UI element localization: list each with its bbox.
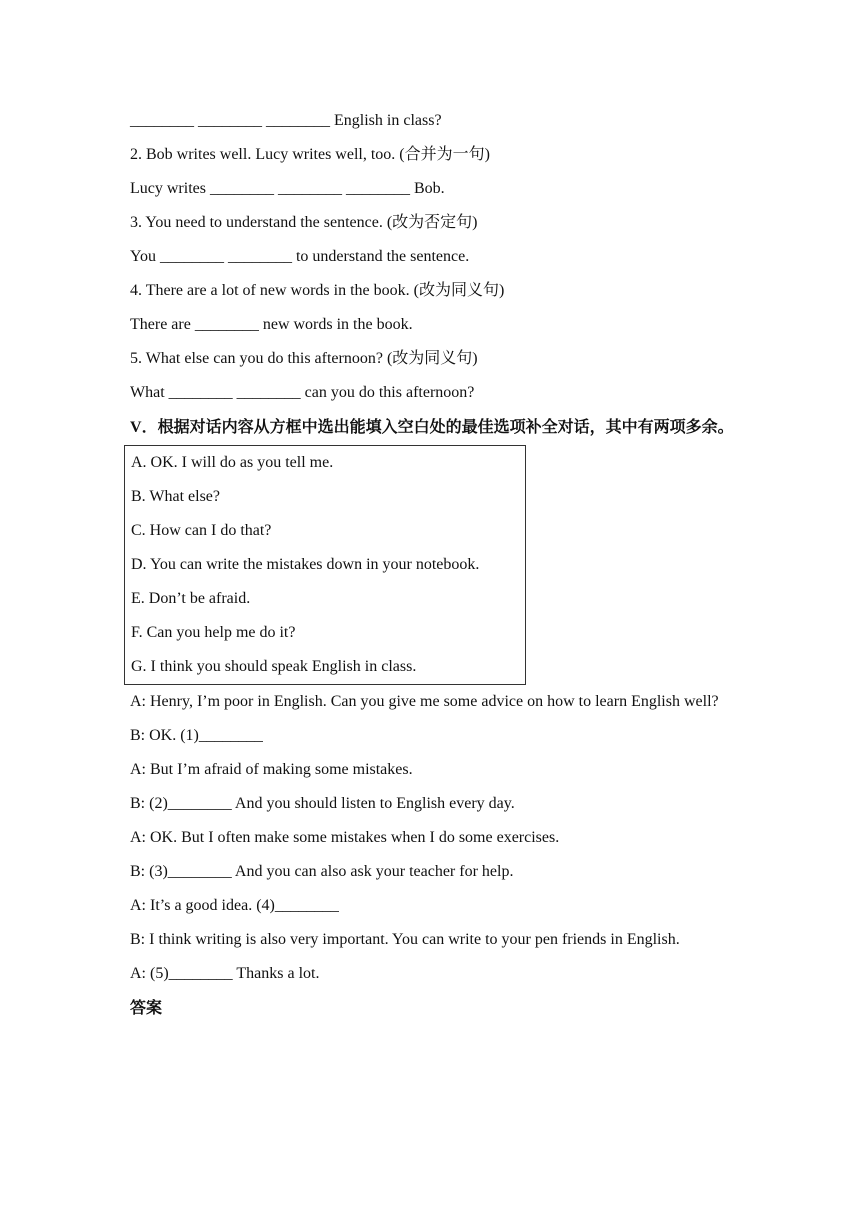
question-5: 5. What else can you do this afternoon? (改为同义句)	[130, 350, 478, 367]
option-c: C. How can I do that?	[131, 522, 272, 539]
dialogue-line-2: B: OK. (1)________	[130, 727, 263, 744]
section-5-numeral: V	[130, 419, 142, 436]
option-f: F. Can you help me do it?	[131, 624, 296, 641]
question-2: 2. Bob writes well. Lucy writes well, too. (合并为一句)	[130, 146, 490, 163]
answer-label: 答案	[130, 998, 163, 1017]
question-3-answer-line: You ________ ________ to understand the sentence.	[130, 248, 470, 265]
option-b: B. What else?	[131, 488, 221, 505]
dialogue-line-7: A: It’s a good idea. (4)________	[130, 897, 339, 914]
option-g: G. I think you should speak English in class.	[131, 658, 417, 675]
dialogue-line-8: B: I think writing is also very important. You can write to your pen friends in English.	[130, 931, 680, 948]
question-2-answer-line: Lucy writes ________ ________ ________ Bob.	[130, 180, 445, 197]
dialogue-line-6: B: (3)________ And you can also ask your teacher for help.	[130, 863, 514, 880]
question-5-answer-line: What ________ ________ can you do this afternoon?	[130, 384, 475, 401]
option-d: D. You can write the mistakes down in your notebook.	[131, 556, 480, 573]
dialogue-line-9: A: (5)________ Thanks a lot.	[130, 965, 320, 982]
option-e: E. Don’t be afraid.	[131, 590, 251, 607]
dialogue-line-3: A: But I’m afraid of making some mistakes.	[130, 761, 413, 778]
question-4-answer-line: There are ________ new words in the book.	[130, 316, 413, 333]
dialogue-line-4: B: (2)________ And you should listen to English every day.	[130, 795, 515, 812]
worksheet-page	[130, 104, 740, 1025]
options-box	[124, 445, 526, 685]
dialogue-line-1: A: Henry, I’m poor in English. Can you give me some advice on how to learn English well?	[130, 693, 719, 710]
question-1-answer-line: ________ ________ ________ English in class?	[130, 112, 442, 129]
section-5-heading	[130, 410, 740, 445]
question-4: 4. There are a lot of new words in the book. (改为同义句)	[130, 282, 505, 299]
dialogue-line-5: A: OK. But I often make some mistakes when I do some exercises.	[130, 829, 560, 846]
section-5-instructions: ．根据对话内容从方框中选出能填入空白处的最佳选项补全对话，其中有两项多余。	[141, 417, 734, 436]
question-3: 3. You need to understand the sentence. (改为否定句)	[130, 214, 478, 231]
option-a: A. OK. I will do as you tell me.	[131, 454, 334, 471]
